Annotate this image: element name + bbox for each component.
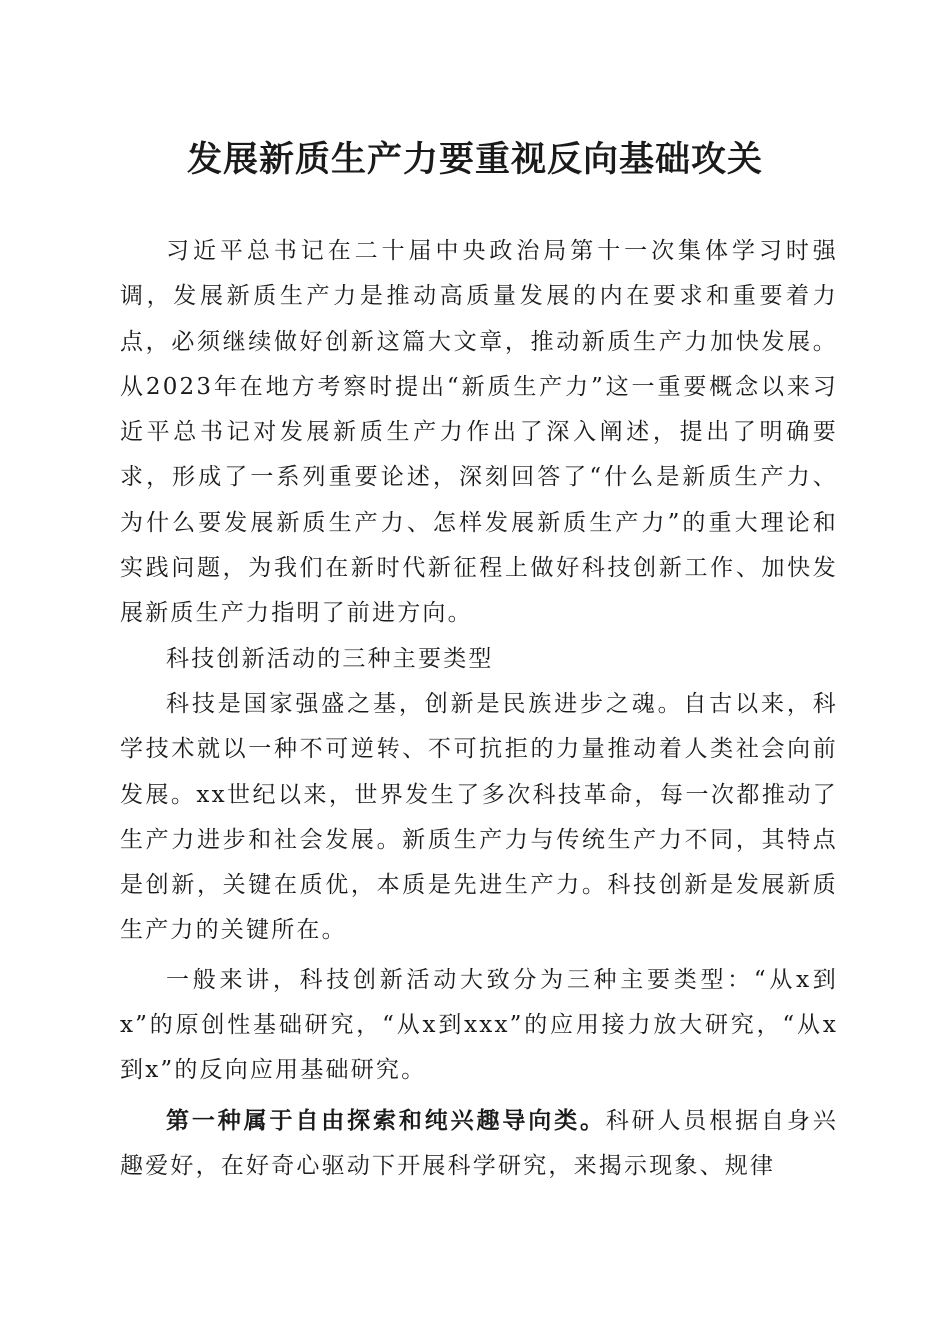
paragraph-tech-innovation: 科技是国家强盛之基，创新是民族进步之魂。自古以来，科学技术就以一种不可逆转、不可抗拒的力量推动着人类社会向前发展。xx世纪以来，世界发生了多次科技革命，每一次都推动了生产力进步和社会发展。新质生产力与传统生产力不同，其特点是创新，关键在质优，本质是先进生产力。科技创新是发展新质生产力的关键所在。	[120, 690, 838, 944]
document-body	[120, 229, 838, 1189]
paragraph-intro: 习近平总书记在二十届中央政治局第十一次集体学习时强调，发展新质生产力是推动高质量发展的内在要求和重要着力点，必须继续做好创新这篇大文章，推动新质生产力加快发展。从2023年在地方考察时提出“新质生产力”这一重要概念以来习近平总书记对发展新质生产力作出了深入阐述，提出了明确要求，形成了一系列重要论述，深刻回答了“什么是新质生产力、为什么要发展新质生产力、怎样发展新质生产力”的重大理论和实践问题，为我们在新时代新征程上做好科技创新工作、加快发展新质生产力指明了前进方向。	[120, 238, 838, 627]
document-title: 发展新质生产力要重视反向基础攻关	[186, 139, 763, 180]
section-heading: 科技创新活动的三种主要类型	[166, 645, 494, 672]
paragraph-lead-sentence: 第一种属于自由探索和纯兴趣导向类。	[166, 1106, 606, 1134]
paragraph-first-type-text: 科研人员根据自身兴趣爱好，在好奇心驱动下开展科学研究，来揭示现象、规律	[120, 1107, 838, 1179]
paragraph-three-types: 一般来讲，科技创新活动大致分为三种主要类型：“从x到x”的原创性基础研究，“从x到xxx”的应用接力放大研究，“从x到x”的反向应用基础研究。	[120, 966, 838, 1084]
paragraph-first-type	[120, 1098, 838, 1190]
